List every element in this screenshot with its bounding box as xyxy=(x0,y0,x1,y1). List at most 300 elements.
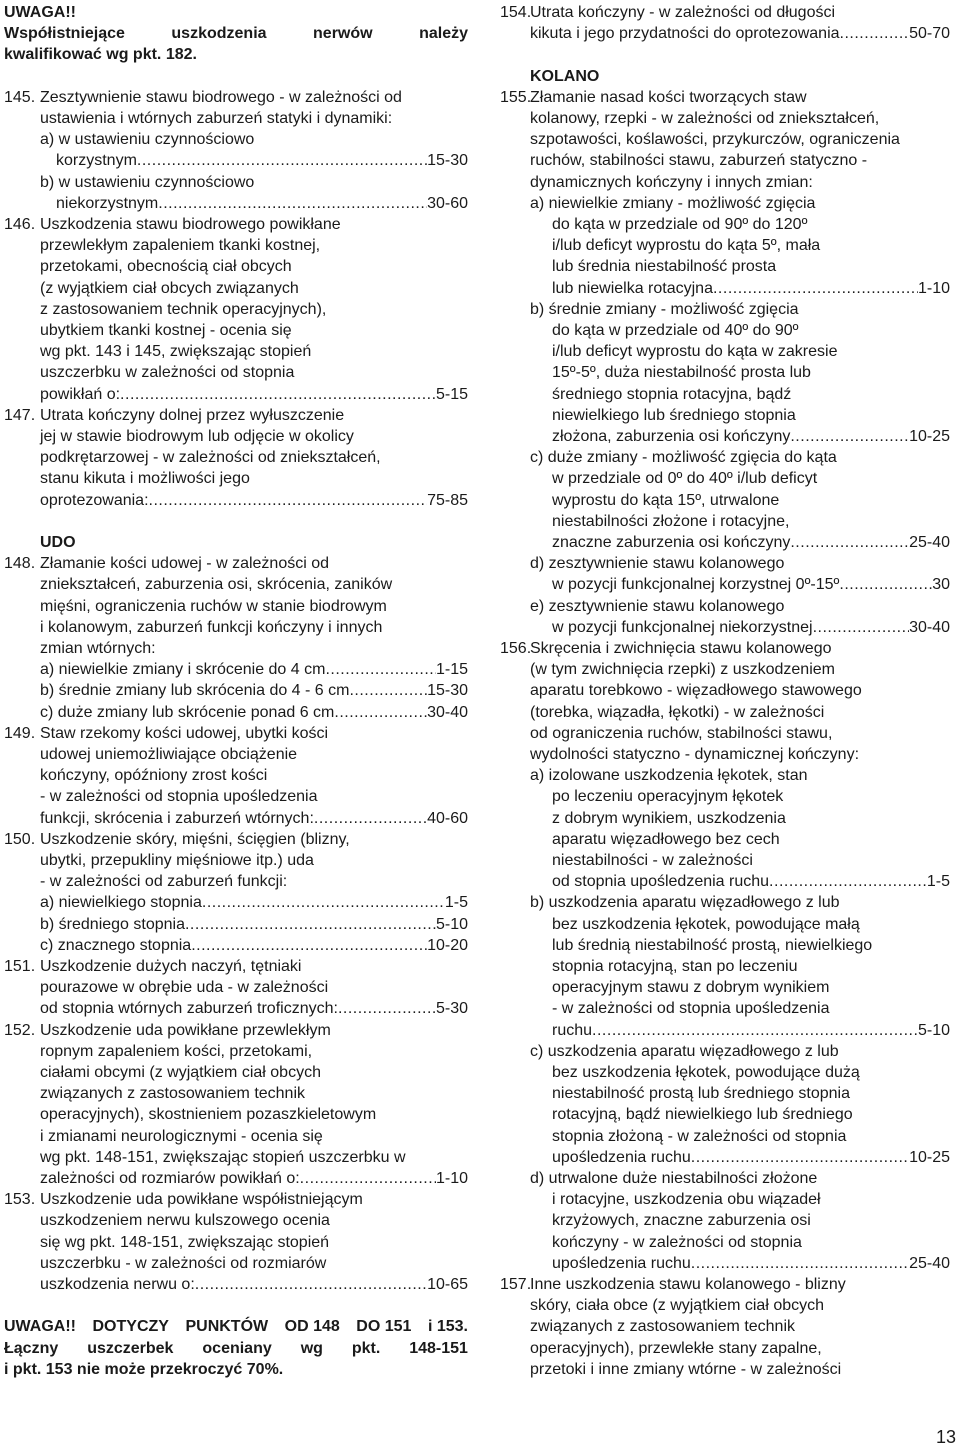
dot-leader xyxy=(202,892,445,913)
dot-leader xyxy=(325,659,436,680)
percentage-range: 40-60 xyxy=(427,809,468,827)
entry-text: zależności od rozmiarów powikłań o: xyxy=(40,1170,300,1187)
text-line xyxy=(0,998,472,1019)
text-line xyxy=(0,977,472,998)
line-text: do kąta w przedziale od 90º do 120º xyxy=(552,216,808,233)
page-number: 13 xyxy=(935,1427,956,1447)
text-line xyxy=(496,829,956,850)
line-text: aparatu torebkowo - więzadłowego stawowego xyxy=(530,682,862,700)
item-number: 153. xyxy=(4,1191,36,1209)
text-line xyxy=(0,384,472,405)
line-text xyxy=(40,384,468,405)
text-line xyxy=(0,87,472,108)
text-line xyxy=(496,956,956,977)
line-text xyxy=(552,1020,950,1041)
text-line xyxy=(0,511,472,532)
line-text: bez uszkodzenia łękotek, powodujące dużą xyxy=(552,1064,860,1081)
dot-leader xyxy=(840,23,910,44)
line-text: - w zależności od stopnia upośledzenia xyxy=(40,788,318,806)
text-line xyxy=(0,1041,472,1062)
line-text xyxy=(4,1316,468,1337)
item-number: 151. xyxy=(4,958,36,975)
line-text: b) uszkodzenia aparatu więzadłowego z lub xyxy=(530,894,840,912)
percentage-range: 1-5 xyxy=(926,873,950,891)
line-text: Inne uszkodzenia stawu kolanowego - blizny xyxy=(530,1276,846,1293)
text-line xyxy=(0,808,472,829)
entry-text: funkcji, skrócenia i zaburzeń wtórnych: xyxy=(40,809,314,827)
text-line xyxy=(0,23,472,44)
text-line xyxy=(496,447,956,468)
text-line xyxy=(496,553,956,574)
line-text: średniego stopnia rotacyjna, bądź xyxy=(552,385,792,403)
text-line xyxy=(496,1020,956,1041)
text-line xyxy=(0,299,472,320)
line-text: operacyjnych), skostnieniem pozaszkieletowym xyxy=(40,1106,377,1124)
entry-text: uszkodzenia nerwu o: xyxy=(40,1276,195,1293)
text-line xyxy=(0,1168,472,1189)
line-text: d) utrwalone duże niestabilności złożone xyxy=(530,1170,818,1187)
text-line xyxy=(496,511,956,532)
word: oceniany xyxy=(202,1339,272,1357)
text-line xyxy=(496,1147,956,1168)
text-line xyxy=(0,256,472,277)
word: OD 148 xyxy=(284,1318,340,1336)
text-line xyxy=(0,426,472,447)
text-line xyxy=(0,553,472,574)
text-line xyxy=(496,1104,956,1125)
line-text: c) uszkodzenia aparatu więzadłowego z lub xyxy=(530,1042,839,1060)
line-text xyxy=(40,680,468,701)
line-text xyxy=(40,935,468,956)
line-text xyxy=(552,617,950,638)
word: wg xyxy=(300,1339,323,1357)
line-text xyxy=(40,808,468,829)
text-line xyxy=(496,892,956,913)
percentage-range: 1-10 xyxy=(917,279,950,297)
percentage-range: 1-10 xyxy=(435,1170,468,1187)
text-line xyxy=(496,150,956,171)
text-line xyxy=(0,341,472,362)
dot-leader xyxy=(191,935,427,956)
line-text: (z wyjątkiem ciał obcych związanych xyxy=(40,279,299,297)
text-line xyxy=(496,935,956,956)
text-line xyxy=(0,1359,472,1380)
dot-leader xyxy=(813,617,910,638)
text-line xyxy=(496,1295,956,1316)
word: należy xyxy=(419,25,468,43)
entry-text: korzystnym xyxy=(56,152,137,170)
text-line xyxy=(0,2,472,23)
line-text: ciałami obcymi (z wyjątkiem ciał obcych xyxy=(40,1064,321,1081)
percentage-range: 25-40 xyxy=(909,534,950,551)
line-text xyxy=(40,1168,468,1189)
text-line xyxy=(496,108,956,129)
text-line xyxy=(496,44,956,65)
word: pkt. xyxy=(351,1339,381,1357)
line-text xyxy=(40,702,468,723)
line-text: stopnia rotacyjną, stan po leczeniu xyxy=(552,958,798,975)
text-line xyxy=(0,320,472,341)
line-text xyxy=(40,490,468,511)
line-text: mięśni, ograniczenia ruchów w stanie biodrowym xyxy=(40,597,387,615)
text-line xyxy=(0,1274,472,1295)
line-text: kolanowy, rzepki - w zależności od zniekształceń, xyxy=(530,110,880,127)
entry-text: od stopnia wtórnych zaburzeń troficznych: xyxy=(40,1000,338,1018)
line-text: UWAGA!! xyxy=(4,4,76,21)
text-line xyxy=(496,1232,956,1253)
line-text: bez uszkodzenia łękotek, powodujące małą xyxy=(552,915,860,933)
line-text: aparatu więzadłowego bez cech xyxy=(552,830,780,848)
word: PUNKTÓW xyxy=(185,1318,269,1336)
text-line xyxy=(496,1359,956,1380)
text-line xyxy=(496,341,956,362)
word: UWAGA!! xyxy=(4,1318,76,1336)
entry-text: c) duże zmiany lub skrócenie ponad 6 cm xyxy=(40,703,335,721)
text-line xyxy=(0,935,472,956)
text-line xyxy=(0,765,472,786)
line-text xyxy=(552,426,950,447)
line-text: ruchów, stabilności stawu, zaburzeń statyczno - xyxy=(530,152,868,170)
dot-leader xyxy=(691,1253,909,1274)
line-text: wg pkt. 148-151, zwiększając stopień uszczerbku w xyxy=(40,1148,406,1166)
line-text: Zesztywnienie stawu biodrowego - w zależności od xyxy=(40,88,402,106)
line-text: operacyjnym stawu z dobrym wynikiem xyxy=(552,979,830,997)
percentage-range: 10-25 xyxy=(909,428,950,445)
line-text xyxy=(552,574,950,595)
line-text: stanu kikuta i możliwości jego xyxy=(40,470,250,488)
percentage-range: 10-20 xyxy=(427,936,468,954)
dot-leader xyxy=(713,278,918,299)
line-text: przetoki i inne zmiany wtórne - w zależności xyxy=(530,1360,842,1378)
line-text: - w zależności od zaburzeń funkcji: xyxy=(40,873,288,891)
line-text: i/lub deficyt wyprostu do kąta 5º, mała xyxy=(552,237,821,255)
text-line xyxy=(0,723,472,744)
line-text: uszkodzeniem nerwu kulszowego ocenia xyxy=(40,1212,330,1230)
line-text: (w tym zwichnięcia rzepki) z uszkodzeniem xyxy=(530,661,835,679)
line-text: d) zesztywnienie stawu kolanowego xyxy=(530,555,785,573)
percentage-range: 30 xyxy=(932,576,950,594)
text-line xyxy=(496,765,956,786)
line-text: Uszkodzenie skóry, mięśni, ścięgien (blizny, xyxy=(40,830,350,848)
line-text xyxy=(552,278,950,299)
text-line xyxy=(496,384,956,405)
line-text: podkrętarzowej - w zależności od zniekształceń, xyxy=(40,449,381,467)
dot-leader xyxy=(149,490,428,511)
line-text xyxy=(40,914,468,935)
dot-leader xyxy=(185,914,436,935)
text-line xyxy=(0,892,472,913)
line-text: kwalifikować wg pkt. 182. xyxy=(4,46,197,64)
text-line xyxy=(0,193,472,214)
dot-leader xyxy=(300,1168,436,1189)
line-text: e) zesztywnienie stawu kolanowego xyxy=(530,597,785,615)
text-line xyxy=(496,468,956,489)
text-line xyxy=(496,235,956,256)
line-text: uszczerbku w zależności od stopnia xyxy=(40,364,295,382)
text-line xyxy=(0,447,472,468)
text-line xyxy=(496,129,956,150)
text-line xyxy=(0,532,472,553)
text-line xyxy=(0,914,472,935)
line-text: krzyżowych, znaczne zaburzenia osi xyxy=(552,1212,811,1230)
text-line xyxy=(0,871,472,892)
line-text xyxy=(530,23,950,44)
percentage-range: 5-10 xyxy=(917,1021,950,1039)
text-line xyxy=(496,87,956,108)
text-line xyxy=(0,490,472,511)
line-text: szpotawości, koślawości, przykurczów, ograniczenia xyxy=(530,131,900,149)
text-line xyxy=(496,532,956,553)
percentage-range: 30-60 xyxy=(427,194,468,212)
line-text: wyprostu do kąta 15º, utrwalone xyxy=(552,491,780,509)
line-text: związanych z zastosowaniem technik xyxy=(40,1085,306,1103)
line-text: wg pkt. 143 i 145, zwiększając stopień xyxy=(40,343,312,361)
line-text: udowej uniemożliwiające obciążenie xyxy=(40,746,298,763)
percentage-range: 30-40 xyxy=(909,618,950,636)
line-text: przetokami, obecnością ciał obcych xyxy=(40,258,292,276)
line-text: (torebka, wiązadła, łękotki) - w zależności xyxy=(530,703,825,721)
line-text: Uszkodzenie uda powikłane współistniejącym xyxy=(40,1191,363,1209)
text-line xyxy=(496,786,956,807)
text-line xyxy=(0,574,472,595)
text-line xyxy=(0,617,472,638)
line-text: UDO xyxy=(40,534,76,551)
line-text: niestabilności - w zależności xyxy=(552,852,753,869)
text-line xyxy=(496,172,956,193)
line-text: uszczerbku - w zależności od rozmiarów xyxy=(40,1254,327,1272)
text-line xyxy=(496,977,956,998)
line-text: z zastosowaniem technik operacyjnych), xyxy=(40,300,327,318)
percentage-range: 10-25 xyxy=(909,1148,950,1166)
line-text: Uszkodzenia stawu biodrowego powikłane xyxy=(40,216,341,233)
text-line xyxy=(0,362,472,383)
word: Współistniejące xyxy=(4,25,125,43)
text-line xyxy=(0,235,472,256)
dot-leader xyxy=(790,426,909,447)
percentage-range: 5-15 xyxy=(435,385,468,403)
text-line xyxy=(496,490,956,511)
word: i 153. xyxy=(427,1318,468,1336)
line-text: i pkt. 153 nie może przekroczyć 70%. xyxy=(4,1360,284,1378)
line-text: Złamanie nasad kości tworzących staw xyxy=(530,88,807,106)
text-line xyxy=(496,871,956,892)
text-line xyxy=(0,66,472,87)
entry-text: upośledzenia ruchu xyxy=(552,1148,691,1166)
text-line xyxy=(0,172,472,193)
line-text xyxy=(552,1147,950,1168)
entry-text: powikłań o: xyxy=(40,385,121,403)
percentage-range: 15-30 xyxy=(427,152,468,170)
line-text: dynamicznych kończyny i innych zmian: xyxy=(530,173,813,191)
text-line xyxy=(496,1274,956,1295)
entry-text: niekorzystnym xyxy=(56,194,159,212)
text-line xyxy=(496,1062,956,1083)
percentage-range: 75-85 xyxy=(427,491,468,509)
item-number: 145. xyxy=(4,88,36,106)
text-line xyxy=(0,744,472,765)
item-number: 155. xyxy=(500,88,532,106)
text-line xyxy=(496,256,956,277)
word: DO 151 xyxy=(356,1318,412,1336)
word: 148-151 xyxy=(409,1339,468,1357)
text-line xyxy=(496,998,956,1019)
line-text xyxy=(552,532,950,553)
text-line xyxy=(0,129,472,150)
line-text xyxy=(4,1338,468,1359)
text-line xyxy=(0,1210,472,1231)
text-line xyxy=(0,1147,472,1168)
line-text: z dobrym wynikiem, uszkodzenia xyxy=(552,809,786,827)
line-text: rotacyjną, bądź niewielkiego lub średniego xyxy=(552,1106,853,1124)
text-line xyxy=(0,1316,472,1337)
dot-leader xyxy=(691,1147,909,1168)
text-line xyxy=(496,193,956,214)
text-line xyxy=(0,1189,472,1210)
text-line xyxy=(496,617,956,638)
text-line xyxy=(496,808,956,829)
percentage-range: 1-15 xyxy=(435,661,468,679)
item-number: 152. xyxy=(4,1021,36,1039)
percentage-range: 30-40 xyxy=(427,703,468,721)
dot-leader xyxy=(349,680,427,701)
text-line xyxy=(0,1253,472,1274)
line-text xyxy=(40,892,468,913)
line-text: Uszkodzenie uda powikłane przewlekłym xyxy=(40,1021,331,1039)
line-text: ropnym zapaleniem kości, przetokami, xyxy=(40,1042,313,1060)
line-text: ubytki, przepukliny mięśniowe itp.) uda xyxy=(40,852,314,869)
line-text: po leczeniu operacyjnym łękotek xyxy=(552,788,784,806)
word: nerwów xyxy=(313,25,373,43)
item-number: 154. xyxy=(500,4,532,21)
item-number: 149. xyxy=(4,724,36,742)
text-line xyxy=(496,1126,956,1147)
line-text: ubytkiem tkanki kostnej - ocenia się xyxy=(40,322,292,339)
text-line xyxy=(0,1232,472,1253)
dot-leader xyxy=(769,871,927,892)
line-text: zniekształceń, zaburzenia osi, skrócenia, zaników xyxy=(40,576,393,594)
entry-text: b) średniego stopnia xyxy=(40,915,185,933)
word: uszkodzenia xyxy=(171,25,267,43)
word: uszczerbek xyxy=(87,1339,174,1357)
text-line xyxy=(496,362,956,383)
percentage-range: 50-70 xyxy=(909,25,950,43)
text-line xyxy=(496,1083,956,1104)
text-line xyxy=(496,1189,956,1210)
text-line xyxy=(496,66,956,87)
line-text: stopnia złożoną - w zależności od stopnia xyxy=(552,1127,847,1145)
text-line xyxy=(496,1316,956,1337)
line-text: od ograniczenia ruchów, stabilności stawu, xyxy=(530,724,833,742)
item-number: 157. xyxy=(500,1276,532,1293)
text-line xyxy=(0,596,472,617)
line-text: kończyny - w zależności od stopnia xyxy=(552,1233,802,1251)
line-text: - w zależności od stopnia upośledzenia xyxy=(552,1000,830,1018)
line-text: się wg pkt. 148-151, zwiększając stopień xyxy=(40,1233,330,1251)
word: Łączny xyxy=(4,1339,59,1357)
text-line xyxy=(496,1338,956,1359)
text-line xyxy=(0,108,472,129)
line-text: Utrata kończyny - w zależności od długości xyxy=(530,4,836,21)
dot-leader xyxy=(334,702,427,723)
text-line xyxy=(0,278,472,299)
text-line xyxy=(496,1041,956,1062)
dot-leader xyxy=(338,998,436,1019)
line-text: a) w ustawieniu czynnościowo xyxy=(40,131,255,149)
text-line xyxy=(496,23,956,44)
entry-text: c) znacznego stopnia xyxy=(40,936,192,954)
text-line xyxy=(496,596,956,617)
line-text xyxy=(56,193,468,214)
text-line xyxy=(496,574,956,595)
line-text: pourazowe w obrębie uda - w zależności xyxy=(40,979,329,997)
line-text: c) duże zmiany - możliwość zgięcia do kąta xyxy=(530,449,837,467)
text-line xyxy=(496,214,956,235)
text-line xyxy=(496,1168,956,1189)
line-text: wydolności statyczno - dynamicznej kończyny: xyxy=(530,746,860,763)
item-number: 156. xyxy=(500,640,532,657)
text-line xyxy=(496,1210,956,1231)
entry-text: złożona, zaburzenia osi kończyny xyxy=(552,428,791,445)
dot-leader xyxy=(592,1020,918,1041)
text-line xyxy=(0,850,472,871)
text-line xyxy=(496,680,956,701)
line-text: i/lub deficyt wyprostu do kąta w zakresie xyxy=(552,343,838,361)
dot-leader xyxy=(839,574,932,595)
line-text: a) niewielkie zmiany - możliwość zgięcia xyxy=(530,194,816,212)
text-line xyxy=(0,405,472,426)
line-text xyxy=(40,998,468,1019)
text-line xyxy=(496,426,956,447)
text-line xyxy=(0,150,472,171)
line-text: Utrata kończyny dolnej przez wyłuszczenie xyxy=(40,406,345,424)
line-text xyxy=(56,150,468,171)
line-text xyxy=(40,659,468,680)
line-text: b) średnie zmiany - możliwość zgięcia xyxy=(530,300,799,318)
text-line xyxy=(496,299,956,320)
entry-text: upośledzenia ruchu xyxy=(552,1254,691,1272)
text-line xyxy=(496,320,956,341)
line-text: i rotacyjne, uszkodzenia obu wiązadeł xyxy=(552,1191,821,1209)
line-text: do kąta w przedziale od 40º do 90º xyxy=(552,322,799,339)
entry-text: b) średnie zmiany lub skrócenia do 4 - 6 cm xyxy=(40,682,350,700)
line-text: Staw rzekomy kości udowej, ubytki kości xyxy=(40,724,329,742)
text-line xyxy=(0,1104,472,1125)
text-line xyxy=(496,723,956,744)
line-text: operacyjnych), przewlekłe stany zapalne, xyxy=(530,1339,822,1357)
text-line xyxy=(496,1253,956,1274)
entry-text: ruchu xyxy=(552,1021,593,1039)
text-line xyxy=(0,1338,472,1359)
dot-leader xyxy=(137,150,427,171)
percentage-range: 5-10 xyxy=(435,915,468,933)
dot-leader xyxy=(158,193,427,214)
entry-text: lub niewielka rotacyjna xyxy=(552,279,713,297)
text-line xyxy=(496,405,956,426)
word: DOTYCZY xyxy=(92,1318,169,1336)
text-line xyxy=(0,956,472,977)
line-text: jej w stawie biodrowym lub odjęcie w okolicy xyxy=(40,428,354,445)
line-text: i zmianami neurologicznymi - ocenia się xyxy=(40,1127,323,1145)
line-text: niestabilności złożone i rotacyjne, xyxy=(552,512,790,530)
line-text: skóry, ciała obce (z wyjątkiem ciał obcych xyxy=(530,1297,825,1315)
item-number: 147. xyxy=(4,406,36,424)
percentage-range: 1-5 xyxy=(444,894,468,912)
dot-leader xyxy=(314,808,427,829)
line-text: ustawienia i wtórnych zaburzeń statyki i dynamiki: xyxy=(40,110,393,127)
text-line xyxy=(0,44,472,65)
line-text xyxy=(552,1253,950,1274)
line-text: a) izolowane uszkodzenia łękotek, stan xyxy=(530,767,808,785)
